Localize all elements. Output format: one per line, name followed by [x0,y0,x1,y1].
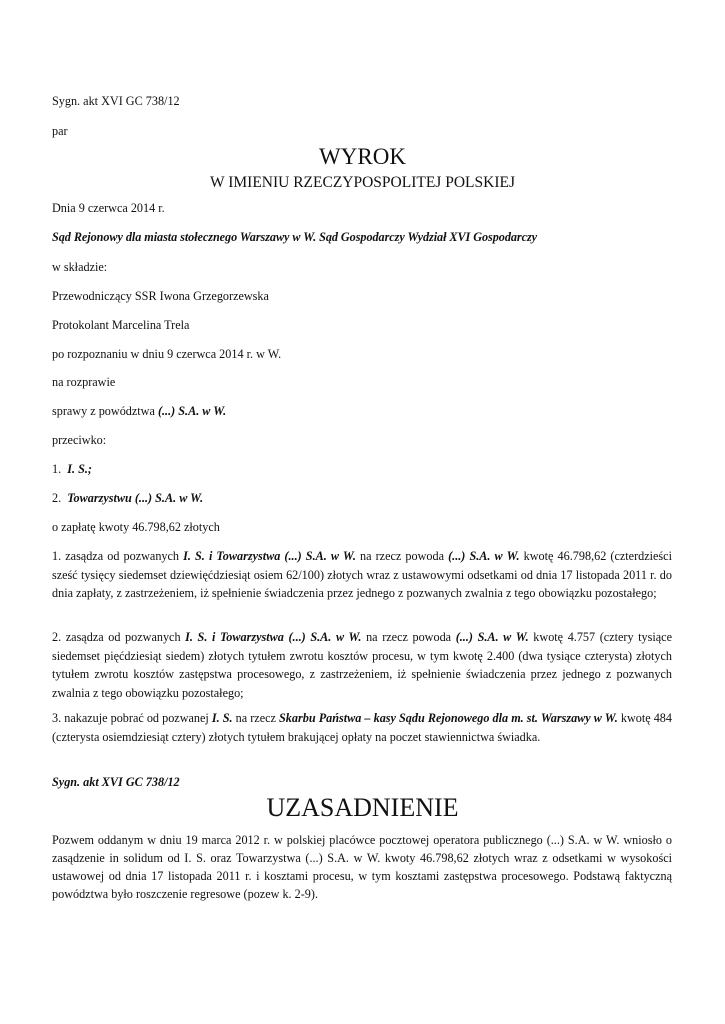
presiding-judge: Przewodniczący SSR Iwona Grzegorzewska [52,289,269,303]
justification-text: Pozwem oddanym w dniu 19 marca 2012 r. w polskiej placówce pocztowej operatora publicznego (...) S.A. w W. wniosło o zasądzenie in solidum od I. S. oraz Towarzystwa (...) S.A. w W. kwoty 46.798,62 złotych wraz z odsetkami w wysokości ustawowej od dnia 17 listopada 2011 r. i kosztami procesu, w tym kosztami zastępstwa procesowego. Podstawą faktyczną powództwa było roszczenie regresowe (pozew k. 2-9). [52,833,672,901]
defendant-1 [52,462,92,477]
ruling-2-text-b: na rzecz powoda [361,630,456,644]
defendant-1-number: 1. [52,462,62,476]
ruling-3-text-c: kwotę 484 (czterysta osiemdziesiąt cztery) złotych tytułem brakującej opłaty na poczet stawiennictwa świadka. [52,711,672,744]
ruling-1-defendants: I. S. i Towarzystwa (...) S.A. w W. [183,549,356,563]
title-wyrok: WYROK [319,144,406,169]
consideration-date: po rozpoznaniu w dniu 9 czerwca 2014 r. w W. [52,347,282,361]
ruling-2-text-c: kwotę 4.757 (cztery tysiące siedemset pięćdziesiąt siedem) złotych tytułem zwrotu kosztów procesu, w tym kwotę 2.400 (dwa tysiące czterysta) złotych tytułem zwrotu kosztów zastępstwa procesowego, z zastrzeżeniem, iż spełnienie świadczenia przez jednego z pozwanych zwalnia z tego obowiązku pozostałego; [52,630,672,700]
case-line [52,404,226,419]
ruling-3-defendant: I. S. [211,711,233,725]
justification-signature: Sygn. akt XVI GC 738/12 [52,775,180,789]
ruling-1-text-c: kwotę 46.798,62 (czterdzieści sześć tysięcy siedemset dziewięćdziesiąt osiem 62/100) złotych wraz z ustawowymi odsetkami od dnia 17 listopada 2011 r. do dnia zapłaty, z zastrzeżeniem, iż spełnienie świadczenia przez jednego z pozwanych zwalnia z tego obowiązku pozostałego; [52,549,672,600]
ruling-2-defendants: I. S. i Towarzystwa (...) S.A. w W. [185,630,362,644]
ruling-3-treasury: Skarbu Państwa – kasy Sądu Rejonowego dla m. st. Warszawy w W. [279,711,618,725]
ruling-1-text-a: 1. zasądza od pozwanych [52,549,184,563]
title-uzasadnienie: UZASADNIENIE [266,793,459,822]
plaintiff-name: (...) S.A. w W. [157,404,227,418]
ruling-1-plaintiff: (...) S.A. w W. [448,549,520,563]
ruling-2 [52,628,672,702]
ruling-2-text-a: 2. zasądza od pozwanych [52,630,186,644]
composition-label: w składzie: [52,260,108,274]
ruling-3 [52,709,672,746]
ruling-3-text-b: na rzecz [232,711,280,725]
par-label: par [52,124,68,138]
court-clerk: Protokolant Marcelina Trela [52,318,190,332]
case-signature: Sygn. akt XVI GC 738/12 [52,94,180,108]
defendant-2-number: 2. [52,491,62,505]
defendant-2-name: Towarzystwu (...) S.A. w W. [67,491,204,505]
hearing-label: na rozprawie [52,375,116,389]
case-prefix: sprawy z powództwa [52,404,158,418]
ruling-2-plaintiff: (...) S.A. w W. [455,630,529,644]
ruling-3-text-a: 3. nakazuje pobrać od pozwanej [52,711,212,725]
title-in-the-name: W IMIENIU RZECZYPOSPOLITEJ POLSKIEJ [210,174,515,191]
court-name: Sąd Rejonowy dla miasta stołecznego Warszawy w W. Sąd Gospodarczy Wydział XVI Gospodarczy [52,230,538,244]
judgment-date: Dnia 9 czerwca 2014 r. [52,201,165,215]
defendant-2 [52,491,203,506]
ruling-1 [52,547,672,603]
defendant-1-name: I. S.; [67,462,92,476]
ruling-1-text-b: na rzecz powoda [355,549,449,563]
against-label: przeciwko: [52,433,107,447]
claim-subject: o zapłatę kwoty 46.798,62 złotych [52,520,220,534]
